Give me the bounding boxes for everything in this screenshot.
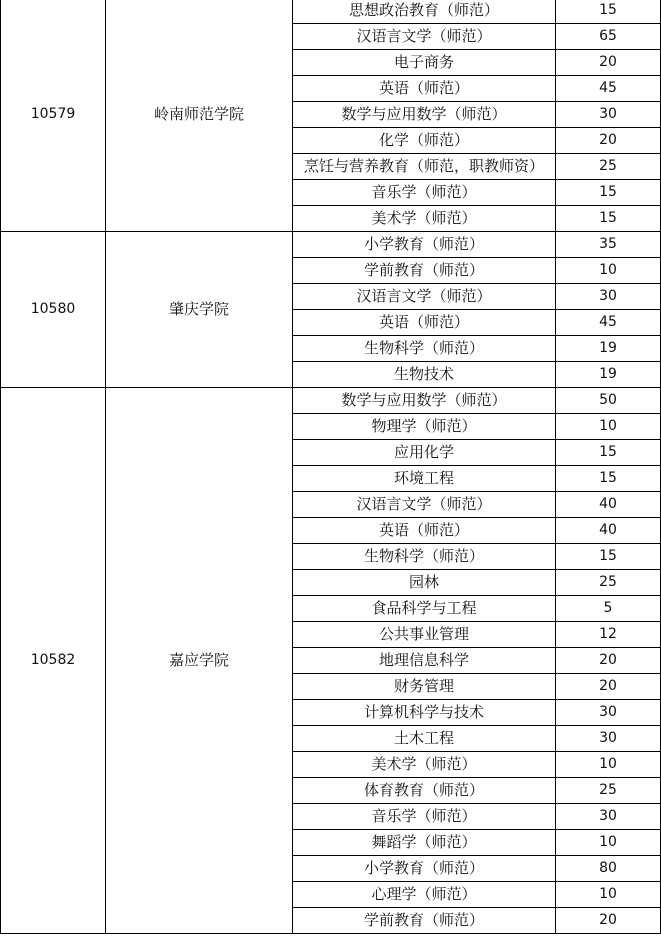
school-name-cell: 嘉应学院 (106, 388, 293, 934)
enrollment-count-cell: 30 (556, 700, 661, 726)
major-name-cell: 生物科学（师范） (293, 544, 556, 570)
major-name-cell: 英语（师范） (293, 76, 556, 102)
major-name-cell: 物理学（师范） (293, 414, 556, 440)
major-name-cell: 园林 (293, 570, 556, 596)
enrollment-count-cell: 10 (556, 258, 661, 284)
enrollment-count-cell: 50 (556, 388, 661, 414)
major-name-cell: 生物科学（师范） (293, 336, 556, 362)
major-name-cell: 电子商务 (293, 50, 556, 76)
major-name-cell: 食品科学与工程 (293, 596, 556, 622)
major-name-cell: 汉语言文学（师范） (293, 284, 556, 310)
enrollment-count-cell: 65 (556, 24, 661, 50)
enrollment-count-cell: 40 (556, 492, 661, 518)
enrollment-count-cell: 35 (556, 232, 661, 258)
major-name-cell: 美术学（师范） (293, 752, 556, 778)
enrollment-count-cell: 15 (556, 180, 661, 206)
major-name-cell: 英语（师范） (293, 518, 556, 544)
school-code-cell: 10582 (1, 388, 106, 934)
major-name-cell: 学前教育（师范） (293, 908, 556, 934)
enrollment-count-cell: 30 (556, 284, 661, 310)
school-name-cell: 岭南师范学院 (106, 0, 293, 232)
enrollment-count-cell: 12 (556, 622, 661, 648)
major-name-cell: 思想政治教育（师范） (293, 0, 556, 24)
major-name-cell: 生物技术 (293, 362, 556, 388)
enrollment-count-cell: 20 (556, 128, 661, 154)
enrollment-count-cell: 10 (556, 882, 661, 908)
major-name-cell: 汉语言文学（师范） (293, 492, 556, 518)
major-name-cell: 汉语言文学（师范） (293, 24, 556, 50)
enrollment-count-cell: 25 (556, 154, 661, 180)
major-name-cell: 心理学（师范） (293, 882, 556, 908)
table-row (1, 232, 661, 258)
enrollment-count-cell: 10 (556, 752, 661, 778)
major-name-cell: 计算机科学与技术 (293, 700, 556, 726)
enrollment-table-body (1, 0, 661, 934)
major-name-cell: 音乐学（师范） (293, 804, 556, 830)
major-name-cell: 环境工程 (293, 466, 556, 492)
enrollment-count-cell: 45 (556, 76, 661, 102)
enrollment-count-cell: 20 (556, 648, 661, 674)
major-name-cell: 土木工程 (293, 726, 556, 752)
major-name-cell: 烹饪与营养教育（师范，职教师资） (293, 154, 556, 180)
enrollment-count-cell: 15 (556, 466, 661, 492)
major-name-cell: 美术学（师范） (293, 206, 556, 232)
enrollment-count-cell: 45 (556, 310, 661, 336)
enrollment-count-cell: 30 (556, 804, 661, 830)
enrollment-count-cell: 15 (556, 440, 661, 466)
major-name-cell: 财务管理 (293, 674, 556, 700)
major-name-cell: 数学与应用数学（师范） (293, 388, 556, 414)
school-name-cell: 肇庆学院 (106, 232, 293, 388)
major-name-cell: 英语（师范） (293, 310, 556, 336)
school-code-cell: 10579 (1, 0, 106, 232)
table-row (1, 388, 661, 414)
enrollment-count-cell: 15 (556, 206, 661, 232)
enrollment-count-cell: 30 (556, 102, 661, 128)
school-code-cell: 10580 (1, 232, 106, 388)
enrollment-count-cell: 10 (556, 414, 661, 440)
major-name-cell: 学前教育（师范） (293, 258, 556, 284)
major-name-cell: 应用化学 (293, 440, 556, 466)
major-name-cell: 小学教育（师范） (293, 856, 556, 882)
major-name-cell: 公共事业管理 (293, 622, 556, 648)
major-name-cell: 小学教育（师范） (293, 232, 556, 258)
enrollment-count-cell: 25 (556, 570, 661, 596)
major-name-cell: 化学（师范） (293, 128, 556, 154)
major-name-cell: 数学与应用数学（师范） (293, 102, 556, 128)
table-row (1, 0, 661, 24)
enrollment-count-cell: 80 (556, 856, 661, 882)
major-name-cell: 体育教育（师范） (293, 778, 556, 804)
major-name-cell: 地理信息科学 (293, 648, 556, 674)
enrollment-count-cell: 30 (556, 726, 661, 752)
enrollment-count-cell: 40 (556, 518, 661, 544)
enrollment-count-cell: 5 (556, 596, 661, 622)
enrollment-count-cell: 19 (556, 362, 661, 388)
enrollment-count-cell: 15 (556, 544, 661, 570)
enrollment-count-cell: 15 (556, 0, 661, 24)
enrollment-count-cell: 10 (556, 830, 661, 856)
enrollment-count-cell: 20 (556, 50, 661, 76)
enrollment-count-cell: 19 (556, 336, 661, 362)
enrollment-count-cell: 20 (556, 908, 661, 934)
major-name-cell: 音乐学（师范） (293, 180, 556, 206)
enrollment-count-cell: 20 (556, 674, 661, 700)
major-name-cell: 舞蹈学（师范） (293, 830, 556, 856)
enrollment-count-cell: 25 (556, 778, 661, 804)
